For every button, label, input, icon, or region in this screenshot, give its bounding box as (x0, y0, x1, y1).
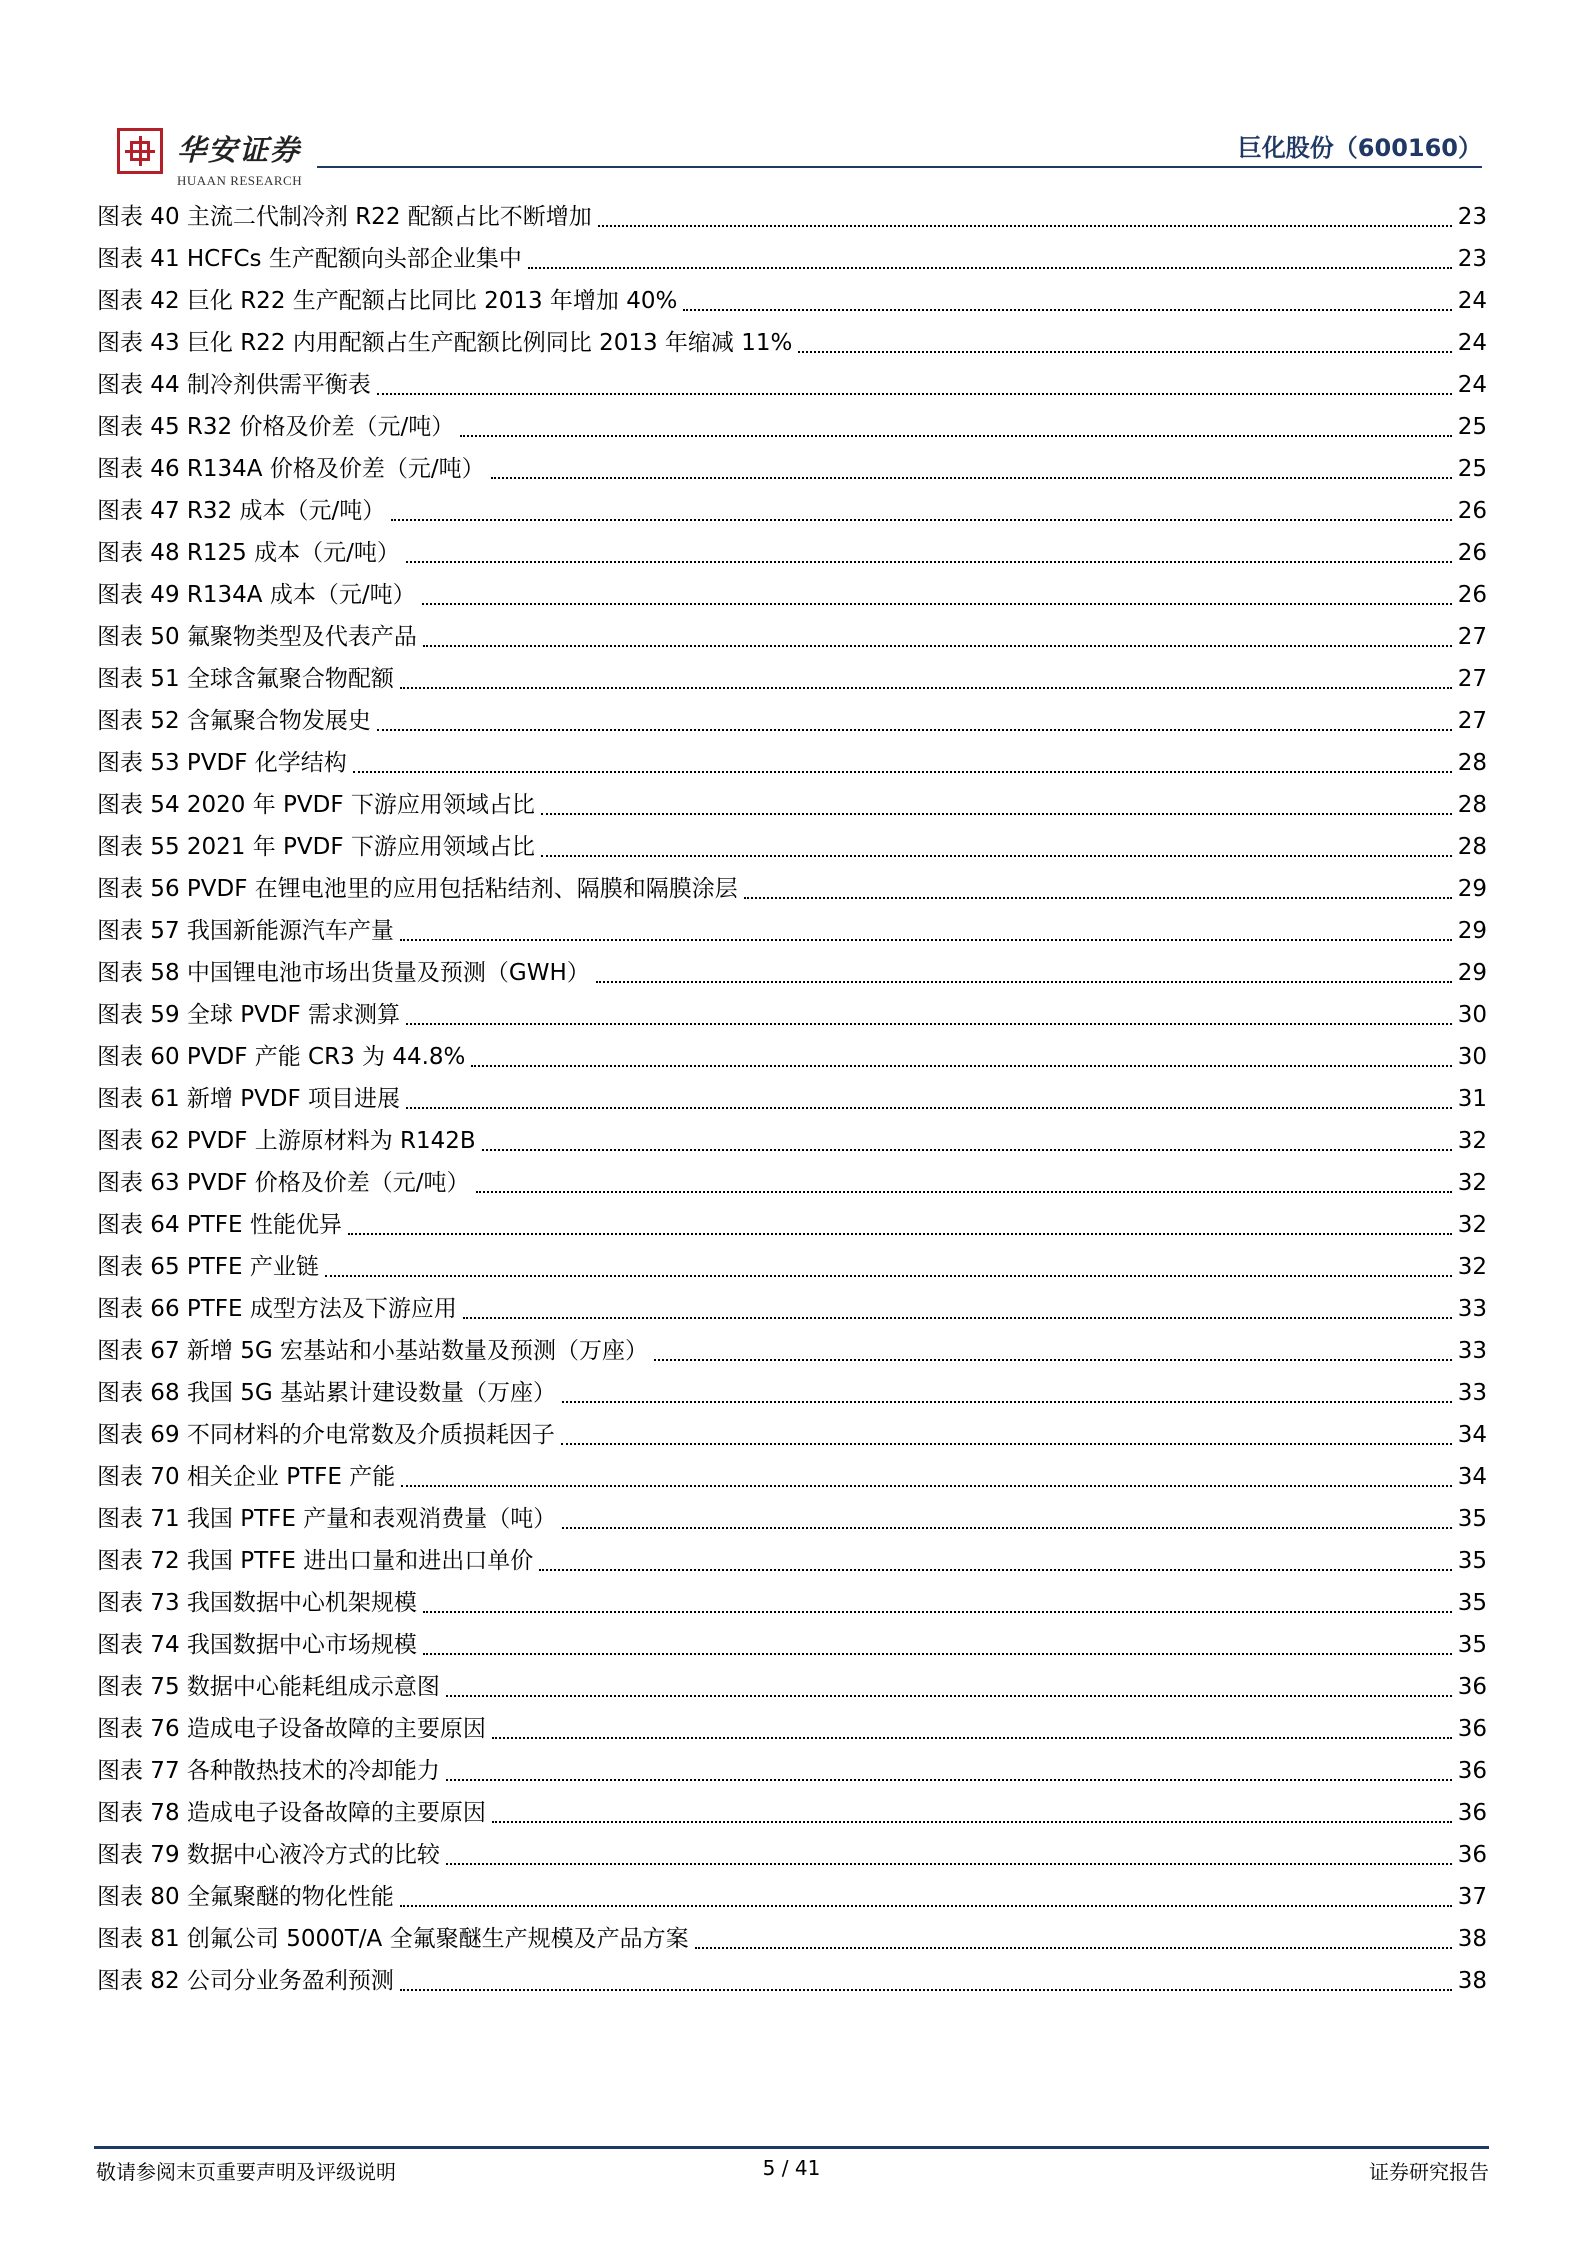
toc-entry-label: 图表 47 R32 成本（元/吨） (97, 498, 386, 524)
toc-entry[interactable] (97, 910, 1487, 952)
toc-leader-dots (423, 1653, 1452, 1655)
toc-entry-label: 图表 75 数据中心能耗组成示意图 (97, 1674, 440, 1700)
toc-leader-dots (541, 813, 1452, 815)
toc-entry-page: 27 (1457, 708, 1487, 734)
toc-entry-label: 图表 40 主流二代制冷剂 R22 配额占比不断增加 (97, 204, 592, 230)
toc-entry-page: 25 (1457, 456, 1487, 482)
toc-entry[interactable] (97, 1246, 1487, 1288)
toc-leader-dots (528, 267, 1452, 269)
toc-leader-dots (492, 1737, 1452, 1739)
toc-entry-page: 32 (1457, 1128, 1487, 1154)
toc-leader-dots (400, 1905, 1452, 1907)
toc-leader-dots (406, 1107, 1452, 1109)
toc-leader-dots (471, 1065, 1451, 1067)
toc-entry[interactable] (97, 1204, 1487, 1246)
toc-entry-page: 36 (1457, 1716, 1487, 1742)
toc-entry-page: 37 (1457, 1884, 1487, 1910)
toc-entry-page: 33 (1457, 1296, 1487, 1322)
toc-entry[interactable] (97, 784, 1487, 826)
toc-entry[interactable] (97, 1036, 1487, 1078)
toc-entry-page: 26 (1457, 582, 1487, 608)
toc-entry-label: 图表 46 R134A 价格及价差（元/吨） (97, 456, 485, 482)
toc-leader-dots (325, 1275, 1452, 1277)
toc-entry-label: 图表 81 创氟公司 5000T/A 全氟聚醚生产规模及产品方案 (97, 1926, 689, 1952)
toc-entry-page: 32 (1457, 1254, 1487, 1280)
toc-leader-dots (401, 1485, 1452, 1487)
toc-entry[interactable] (97, 238, 1487, 280)
toc-entry-label: 图表 71 我国 PTFE 产量和表观消费量（吨） (97, 1506, 557, 1532)
toc-entry-label: 图表 43 巨化 R22 内用配额占生产配额比例同比 2013 年缩减 11% (97, 330, 793, 356)
toc-entry[interactable] (97, 406, 1487, 448)
toc-entry-page: 24 (1457, 372, 1487, 398)
toc-entry-page: 24 (1457, 330, 1487, 356)
toc-entry-label: 图表 51 全球含氟聚合物配额 (97, 666, 394, 692)
toc-entry-page: 32 (1457, 1212, 1487, 1238)
toc-entry-page: 36 (1457, 1842, 1487, 1868)
toc-entry-label: 图表 55 2021 年 PVDF 下游应用领域占比 (97, 834, 535, 860)
toc-entry[interactable] (97, 1708, 1487, 1750)
toc-entry-label: 图表 59 全球 PVDF 需求测算 (97, 1002, 401, 1028)
toc-entry-label: 图表 45 R32 价格及价差（元/吨） (97, 414, 455, 440)
toc-entry-label: 图表 76 造成电子设备故障的主要原因 (97, 1716, 486, 1742)
toc-entry-label: 图表 58 中国锂电池市场出货量及预测（GWH） (97, 960, 590, 986)
toc-entry-page: 36 (1457, 1800, 1487, 1826)
toc-entry-label: 图表 73 我国数据中心机架规模 (97, 1590, 417, 1616)
toc-leader-dots (482, 1149, 1452, 1151)
toc-leader-dots (348, 1233, 1452, 1235)
toc-entry-label: 图表 49 R134A 成本（元/吨） (97, 582, 416, 608)
toc-entry[interactable] (97, 742, 1487, 784)
toc-leader-dots (654, 1359, 1452, 1361)
toc-leader-dots (541, 855, 1452, 857)
toc-leader-dots (744, 897, 1452, 899)
toc-entry-page: 32 (1457, 1170, 1487, 1196)
toc-entry-label: 图表 78 造成电子设备故障的主要原因 (97, 1800, 486, 1826)
toc-entry[interactable] (97, 448, 1487, 490)
toc-leader-dots (446, 1863, 1452, 1865)
toc-leader-dots (406, 1023, 1452, 1025)
toc-entry-page: 27 (1457, 666, 1487, 692)
page-header (117, 128, 1482, 193)
toc-entry[interactable] (97, 532, 1487, 574)
toc-leader-dots (400, 939, 1452, 941)
toc-leader-dots (492, 1821, 1452, 1823)
header-divider (317, 166, 1482, 168)
toc-entry-page: 23 (1457, 246, 1487, 272)
footer-divider (94, 2146, 1489, 2149)
toc-leader-dots (400, 687, 1452, 689)
toc-leader-dots (446, 1695, 1452, 1697)
toc-entry[interactable] (97, 1624, 1487, 1666)
disclaimer-note: 敬请参阅末页重要声明及评级说明 (96, 2160, 396, 2184)
toc-leader-dots (561, 1443, 1452, 1445)
toc-entry-page: 24 (1457, 288, 1487, 314)
toc-entry[interactable] (97, 994, 1487, 1036)
toc-entry-label: 图表 67 新增 5G 宏基站和小基站数量及预测（万座） (97, 1338, 648, 1364)
toc-entry[interactable] (97, 1960, 1487, 2002)
toc-entry[interactable] (97, 1120, 1487, 1162)
page-footer (94, 2156, 1489, 2186)
toc-entry-label: 图表 69 不同材料的介电常数及介质损耗因子 (97, 1422, 555, 1448)
toc-entry-page: 36 (1457, 1674, 1487, 1700)
toc-entry-label: 图表 61 新增 PVDF 项目进展 (97, 1086, 401, 1112)
toc-entry[interactable] (97, 1792, 1487, 1834)
toc-entry-label: 图表 48 R125 成本（元/吨） (97, 540, 400, 566)
toc-entry-page: 38 (1457, 1926, 1487, 1952)
toc-entry-label: 图表 52 含氟聚合物发展史 (97, 708, 371, 734)
figure-index-list (97, 196, 1487, 2002)
toc-entry-label: 图表 41 HCFCs 生产配额向头部企业集中 (97, 246, 522, 272)
toc-leader-dots (598, 225, 1452, 227)
toc-leader-dots (446, 1779, 1452, 1781)
report-type: 证券研究报告 (1369, 2160, 1489, 2184)
toc-leader-dots (377, 393, 1452, 395)
toc-leader-dots (391, 519, 1452, 521)
toc-entry-page: 25 (1457, 414, 1487, 440)
toc-leader-dots (683, 309, 1451, 311)
toc-entry[interactable] (97, 868, 1487, 910)
toc-entry-label: 图表 74 我国数据中心市场规模 (97, 1632, 417, 1658)
huaan-logo-icon (117, 128, 163, 174)
toc-entry-label: 图表 62 PVDF 上游原材料为 R142B (97, 1128, 476, 1154)
toc-entry[interactable] (97, 658, 1487, 700)
toc-leader-dots (695, 1947, 1452, 1949)
toc-entry-page: 29 (1457, 918, 1487, 944)
toc-entry-page: 27 (1457, 624, 1487, 650)
toc-entry[interactable] (97, 1498, 1487, 1540)
toc-entry[interactable] (97, 1834, 1487, 1876)
toc-entry-label: 图表 72 我国 PTFE 进出口量和进出口单价 (97, 1548, 534, 1574)
toc-entry-label: 图表 70 相关企业 PTFE 产能 (97, 1464, 396, 1490)
toc-entry-page: 35 (1457, 1632, 1487, 1658)
page-number: 5 / 41 (762, 2156, 821, 2180)
toc-entry-page: 30 (1457, 1044, 1487, 1070)
toc-entry-page: 34 (1457, 1464, 1487, 1490)
toc-entry-label: 图表 68 我国 5G 基站累计建设数量（万座） (97, 1380, 556, 1406)
company-title: 巨化股份（600160） (1237, 134, 1482, 162)
toc-entry-page: 29 (1457, 876, 1487, 902)
toc-entry-label: 图表 50 氟聚物类型及代表产品 (97, 624, 417, 650)
toc-entry[interactable] (97, 1414, 1487, 1456)
toc-entry-label: 图表 77 各种散热技术的冷却能力 (97, 1758, 440, 1784)
toc-entry-page: 28 (1457, 750, 1487, 776)
toc-entry-label: 图表 54 2020 年 PVDF 下游应用领域占比 (97, 792, 535, 818)
toc-leader-dots (377, 729, 1452, 731)
toc-entry-label: 图表 64 PTFE 性能优异 (97, 1212, 342, 1238)
toc-entry-page: 36 (1457, 1758, 1487, 1784)
toc-entry[interactable] (97, 1330, 1487, 1372)
logo-subtitle: HUAAN RESEARCH (177, 173, 303, 188)
toc-entry-page: 34 (1457, 1422, 1487, 1448)
toc-leader-dots (476, 1191, 1452, 1193)
toc-entry[interactable] (97, 1456, 1487, 1498)
toc-leader-dots (353, 771, 1452, 773)
toc-entry-page: 33 (1457, 1338, 1487, 1364)
toc-leader-dots (423, 1611, 1452, 1613)
toc-entry[interactable] (97, 196, 1487, 238)
toc-leader-dots (798, 351, 1451, 353)
toc-entry[interactable] (97, 280, 1487, 322)
toc-leader-dots (562, 1527, 1452, 1529)
toc-entry[interactable] (97, 1666, 1487, 1708)
logo-name: 华安证券 (177, 133, 302, 167)
toc-entry-label: 图表 79 数据中心液冷方式的比较 (97, 1842, 440, 1868)
toc-leader-dots (463, 1317, 1452, 1319)
toc-entry-label: 图表 44 制冷剂供需平衡表 (97, 372, 371, 398)
toc-leader-dots (491, 477, 1452, 479)
toc-entry-page: 35 (1457, 1506, 1487, 1532)
toc-leader-dots (539, 1569, 1452, 1571)
toc-entry[interactable] (97, 574, 1487, 616)
toc-leader-dots (460, 435, 1452, 437)
toc-leader-dots (423, 645, 1452, 647)
toc-entry-page: 35 (1457, 1548, 1487, 1574)
toc-entry-page: 38 (1457, 1968, 1487, 1994)
toc-entry[interactable] (97, 364, 1487, 406)
toc-entry[interactable] (97, 826, 1487, 868)
toc-entry-page: 30 (1457, 1002, 1487, 1028)
toc-entry-page: 31 (1457, 1086, 1487, 1112)
toc-entry[interactable] (97, 1540, 1487, 1582)
toc-entry-page: 26 (1457, 540, 1487, 566)
toc-entry-page: 23 (1457, 204, 1487, 230)
toc-entry-page: 29 (1457, 960, 1487, 986)
toc-entry[interactable] (97, 952, 1487, 994)
toc-entry[interactable] (97, 1162, 1487, 1204)
toc-entry-label: 图表 56 PVDF 在锂电池里的应用包括粘结剂、隔膜和隔膜涂层 (97, 876, 738, 902)
toc-entry-label: 图表 65 PTFE 产业链 (97, 1254, 319, 1280)
toc-entry[interactable] (97, 490, 1487, 532)
toc-entry[interactable] (97, 1750, 1487, 1792)
toc-entry-page: 33 (1457, 1380, 1487, 1406)
toc-entry-label: 图表 82 公司分业务盈利预测 (97, 1968, 394, 1994)
toc-entry-label: 图表 63 PVDF 价格及价差（元/吨） (97, 1170, 470, 1196)
toc-entry[interactable] (97, 1078, 1487, 1120)
toc-entry[interactable] (97, 616, 1487, 658)
toc-entry-label: 图表 80 全氟聚醚的物化性能 (97, 1884, 394, 1910)
toc-entry[interactable] (97, 1582, 1487, 1624)
toc-entry-label: 图表 57 我国新能源汽车产量 (97, 918, 394, 944)
toc-leader-dots (596, 981, 1452, 983)
toc-entry-page: 28 (1457, 834, 1487, 860)
toc-entry-page: 28 (1457, 792, 1487, 818)
toc-entry-page: 26 (1457, 498, 1487, 524)
toc-entry-label: 图表 66 PTFE 成型方法及下游应用 (97, 1296, 457, 1322)
toc-entry-label: 图表 60 PVDF 产能 CR3 为 44.8% (97, 1044, 466, 1070)
toc-leader-dots (400, 1989, 1452, 1991)
toc-leader-dots (422, 603, 1452, 605)
toc-entry[interactable] (97, 322, 1487, 364)
toc-leader-dots (562, 1401, 1452, 1403)
toc-entry[interactable] (97, 1372, 1487, 1414)
toc-leader-dots (406, 561, 1452, 563)
toc-entry-page: 35 (1457, 1590, 1487, 1616)
toc-entry[interactable] (97, 1876, 1487, 1918)
toc-entry[interactable] (97, 1288, 1487, 1330)
toc-entry[interactable] (97, 1918, 1487, 1960)
toc-entry-label: 图表 53 PVDF 化学结构 (97, 750, 347, 776)
toc-entry[interactable] (97, 700, 1487, 742)
toc-entry-label: 图表 42 巨化 R22 生产配额占比同比 2013 年增加 40% (97, 288, 678, 314)
